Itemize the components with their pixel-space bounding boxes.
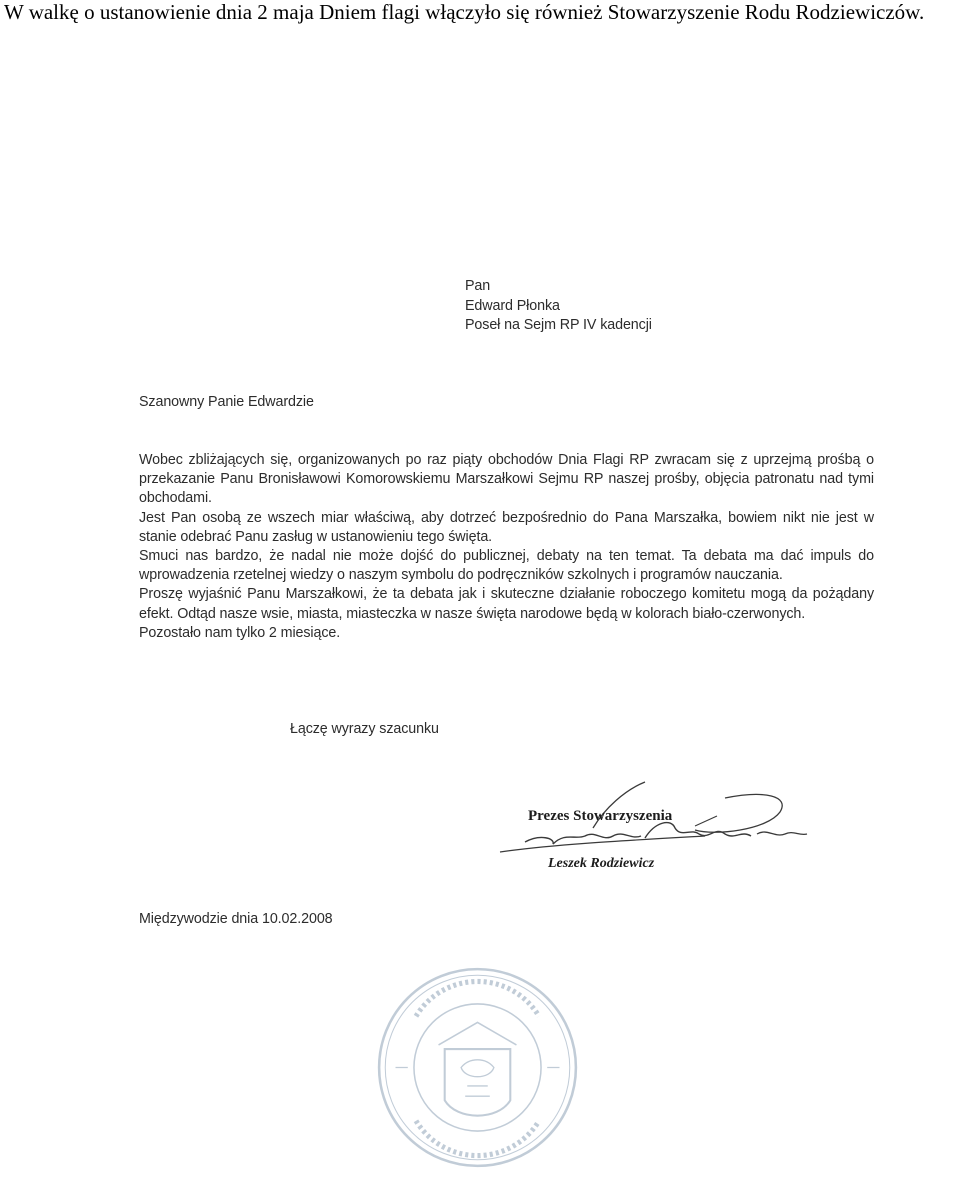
round-stamp-icon (375, 965, 580, 1170)
handwritten-signature (495, 778, 825, 878)
signature-title: Prezes Stowarzyszenia (528, 808, 673, 824)
recipient-line: Poseł na Sejm RP IV kadencji (465, 317, 652, 333)
signature-name: Leszek Rodziewicz (548, 856, 655, 871)
paragraph: Wobec zbliżających się, organizowanych po raz piąty obchodów Dnia Flagi RP zwracam się z uprzejmą prośbą o przekazanie Panu Bronisławowi Komorowskiemu Marszałkowi Sejmu RP naszej prośby, objęcia patronatu nad tymi obchodami. (139, 452, 874, 507)
scanned-letter (0, 60, 960, 1190)
recipient-line: Pan (465, 278, 491, 294)
recipient-block (465, 277, 652, 336)
paragraph: Pozostało nam tylko 2 miesiące. (139, 624, 341, 641)
paragraph: Jest Pan osobą ze wszech miar właściwą, aby dotrzeć bezpośrednio do Pana Marszałka, bowiem nikt nie jest w stanie odebrać Panu zasług w ustanowieniu tego święta. (139, 509, 874, 545)
recipient-line: Edward Płonka (465, 297, 560, 314)
paragraph: Smuci nas bardzo, że nadal nie może dojść do publicznej, debaty na ten temat. Ta debata ma dać impuls do wprowadzenia rzetelnej wiedzy o naszym symbolu do podręczników szkolnych i programów nauczania. (139, 548, 874, 584)
signature-block (495, 778, 825, 878)
salutation: Szanowny Panie Edwardzie (139, 394, 314, 410)
image-caption: W walkę o ustanowienie dnia 2 maja Dniem flagi włączyło się również Stowarzyszenie Rodu Rodziewiczów. (4, 0, 925, 24)
closing-phrase: Łączę wyrazy szacunku (290, 721, 439, 737)
paragraph: Proszę wyjaśnić Panu Marszałkowi, że ta debata jak i skuteczne działanie roboczego komitetu mogą da pożądany efekt. Odtąd nasze wsie, miasta, miasteczka w nasze święta narodowe będą w kolorach biało-czerwonych. (139, 586, 874, 622)
place-date-line: Międzywodzie dnia 10.02.2008 (139, 911, 333, 927)
letter-body (139, 451, 874, 643)
